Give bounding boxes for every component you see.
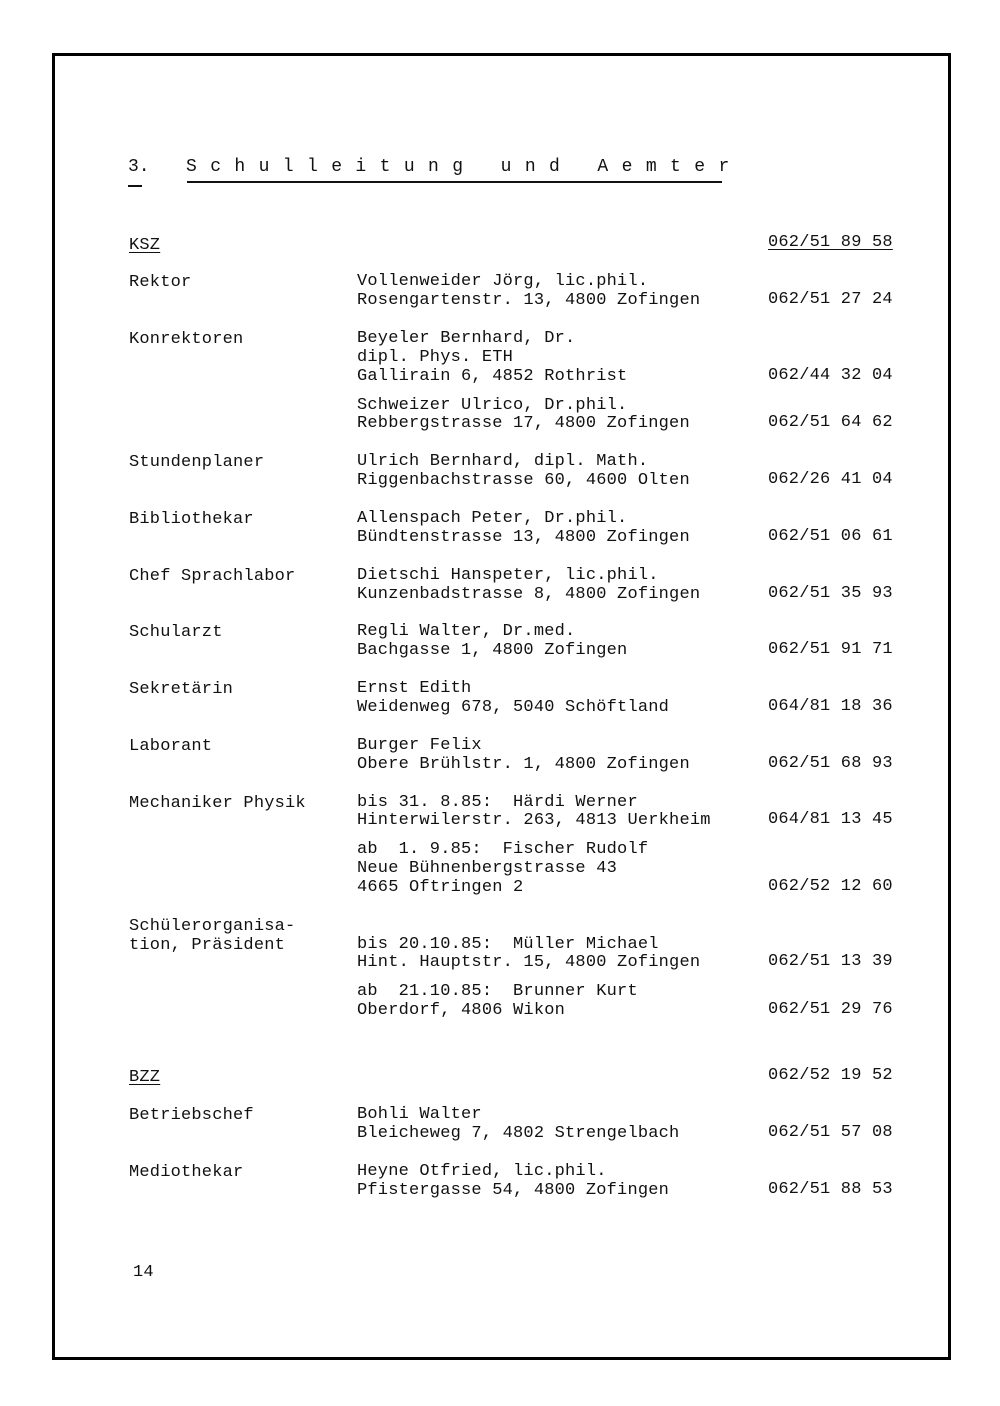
heading-underline [187,181,722,183]
konrektor2-phone: 062/51 64 62 [768,413,893,432]
sekretaerin-phone: 064/81 18 36 [768,697,893,716]
bibliothekar-name: Allenspach Peter, Dr.phil. [357,509,628,528]
role-konrektoren: Konrektoren [129,330,244,349]
schularzt-phone: 062/51 91 71 [768,640,893,659]
konrektor1-title: dipl. Phys. ETH [357,348,514,367]
heading-number-underline [128,185,142,187]
ksz-phone: 062/51 89 58 [768,233,893,252]
page-number: 14 [133,1263,154,1282]
konrektor2-name: Schweizer Ulrico, Dr.phil. [357,396,628,415]
konrektor1-name: Beyeler Bernhard, Dr. [357,329,576,348]
betriebschef-name: Bohli Walter [357,1105,482,1124]
mechaniker1-phone: 064/81 13 45 [768,810,893,829]
praesident1-phone: 062/51 13 39 [768,952,893,971]
laborant-address: Obere Brühlstr. 1, 4800 Zofingen [357,755,690,774]
heading-number: 3. [128,157,150,177]
section-heading [128,156,743,178]
praesident1-name: bis 20.10.85: Müller Michael [357,935,659,954]
rektor-name: Vollenweider Jörg, lic.phil. [357,272,649,291]
sprachlabor-name: Dietschi Hanspeter, lic.phil. [357,566,659,585]
laborant-phone: 062/51 68 93 [768,754,893,773]
rektor-phone: 062/51 27 24 [768,290,893,309]
stundenplaner-address: Riggenbachstrasse 60, 4600 Olten [357,471,690,490]
praesident2-phone: 062/51 29 76 [768,1000,893,1019]
praesident2-address: Oberdorf, 4806 Wikon [357,1001,566,1020]
mechaniker1-address: Hinterwilerstr. 263, 4813 Uerkheim [357,811,711,830]
mechaniker1-name: bis 31. 8.85: Härdi Werner [357,793,638,812]
mediothekar-address: Pfistergasse 54, 4800 Zofingen [357,1181,670,1200]
rektor-address: Rosengartenstr. 13, 4800 Zofingen [357,291,701,310]
schularzt-name: Regli Walter, Dr.med. [357,622,576,641]
bibliothekar-phone: 062/51 06 61 [768,527,893,546]
mediothekar-name: Heyne Otfried, lic.phil. [357,1162,607,1181]
stundenplaner-name: Ulrich Bernhard, dipl. Math. [357,452,649,471]
role-stundenplaner: Stundenplaner [129,453,265,472]
role-betriebschef: Betriebschef [129,1106,254,1125]
role-schularzt: Schularzt [129,623,223,642]
sprachlabor-phone: 062/51 35 93 [768,584,893,603]
role-schuelerorganisation-line2: tion, Präsident [129,936,286,955]
sekretaerin-name: Ernst Edith [357,679,472,698]
heading-title: Schulleitung und Aemter [186,157,743,177]
bzz-label: BZZ [129,1068,161,1087]
laborant-name: Burger Felix [357,736,482,755]
konrektor1-address: Gallirain 6, 4852 Rothrist [357,367,628,386]
mechaniker2-name: ab 1. 9.85: Fischer Rudolf [357,840,649,859]
mediothekar-phone: 062/51 88 53 [768,1180,893,1199]
mechaniker2-street: Neue Bühnenbergstrasse 43 [357,859,618,878]
konrektor2-address: Rebbergstrasse 17, 4800 Zofingen [357,414,690,433]
stundenplaner-phone: 062/26 41 04 [768,470,893,489]
bibliothekar-address: Bündtenstrasse 13, 4800 Zofingen [357,528,690,547]
ksz-label: KSZ [129,236,161,255]
schularzt-address: Bachgasse 1, 4800 Zofingen [357,641,628,660]
role-rektor: Rektor [129,273,192,292]
role-laborant: Laborant [129,737,213,756]
mechaniker2-phone: 062/52 12 60 [768,877,893,896]
mechaniker2-city: 4665 Oftringen 2 [357,878,524,897]
sprachlabor-address: Kunzenbadstrasse 8, 4800 Zofingen [357,585,701,604]
betriebschef-phone: 062/51 57 08 [768,1123,893,1142]
role-bibliothekar: Bibliothekar [129,510,254,529]
role-mechaniker-physik: Mechaniker Physik [129,794,306,813]
praesident2-name: ab 21.10.85: Brunner Kurt [357,982,638,1001]
sekretaerin-address: Weidenweg 678, 5040 Schöftland [357,698,670,717]
role-chef-sprachlabor: Chef Sprachlabor [129,567,296,586]
role-mediothekar: Mediothekar [129,1163,244,1182]
konrektor1-phone: 062/44 32 04 [768,366,893,385]
bzz-phone: 062/52 19 52 [768,1066,893,1085]
role-schuelerorganisation-line1: Schülerorganisa- [129,917,296,936]
role-sekretaerin: Sekretärin [129,680,234,699]
praesident1-address: Hint. Hauptstr. 15, 4800 Zofingen [357,953,701,972]
betriebschef-address: Bleicheweg 7, 4802 Strengelbach [357,1124,680,1143]
